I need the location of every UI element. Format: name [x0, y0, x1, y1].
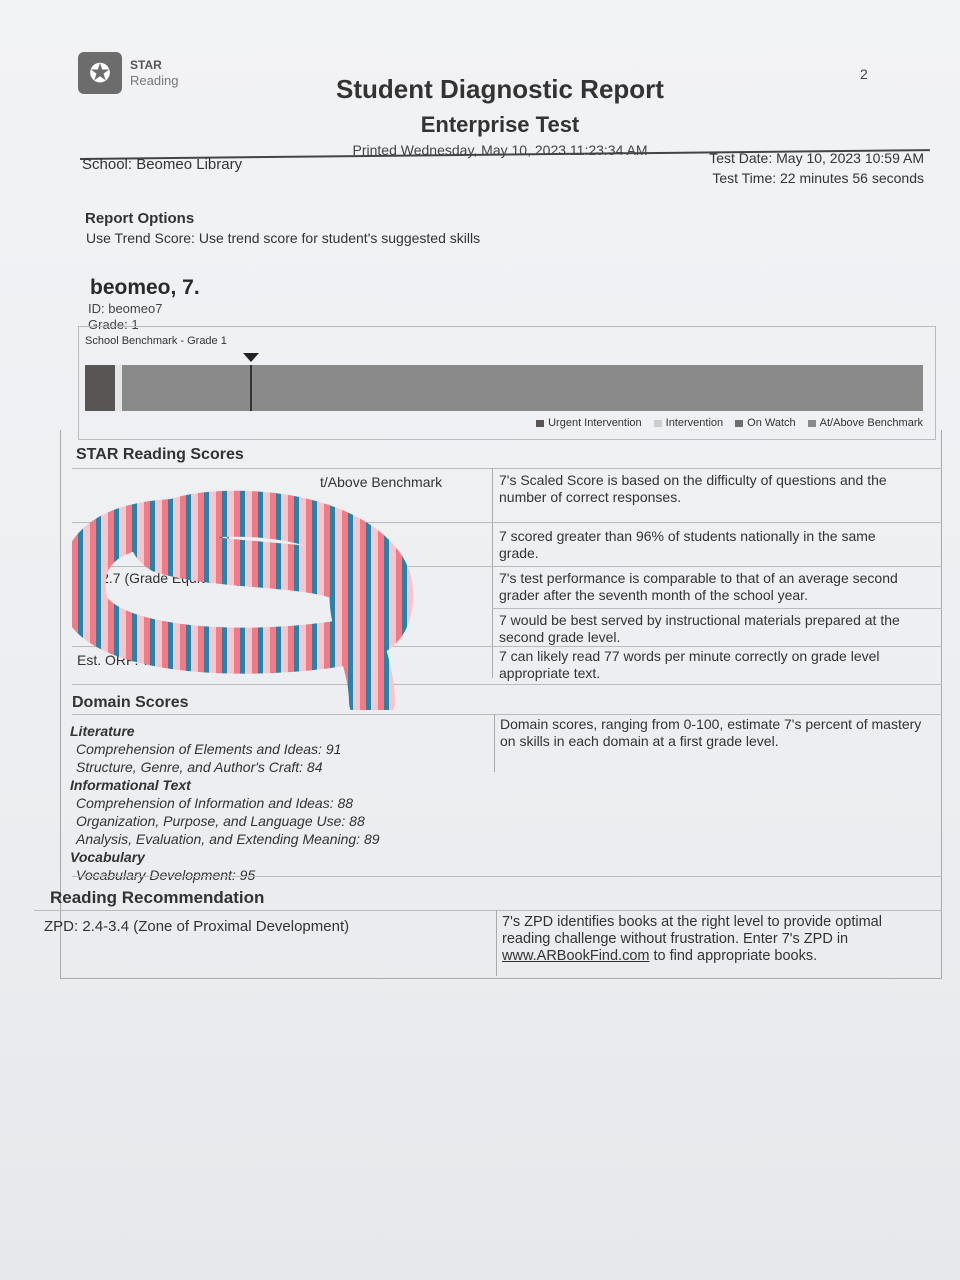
- legend-above: At/Above Benchmark: [808, 417, 923, 429]
- printed-date: Printed Wednesday, May 10, 2023 11:23:34 AM: [352, 142, 648, 158]
- percentile-rank: R: 96 (Percentile Rank): [84, 528, 230, 544]
- score-marker-icon: [243, 353, 259, 362]
- report-subtitle: Enterprise Test: [420, 112, 580, 137]
- domain-item: Analysis, Evaluation, and Extending Meaning: 89: [76, 831, 380, 847]
- report-options-text: Use Trend Score: Use trend score for student's suggested skills: [86, 230, 481, 246]
- benchmark-bar: [85, 365, 923, 411]
- row-divider: [34, 910, 942, 911]
- domain-group-informational: Informational Text: [70, 777, 191, 793]
- domain-item: Comprehension of Elements and Ideas: 91: [76, 741, 342, 757]
- zpd-range: ZPD: 2.4-3.4 (Zone of Proximal Development): [44, 918, 350, 935]
- student-id: ID: beomeo7: [88, 301, 163, 316]
- column-divider: [494, 714, 495, 772]
- grade-equivalent-desc: 7's test performance is comparable to that of an average second grader after the seventh month of the school year.: [499, 570, 898, 603]
- redaction-scribble: [72, 490, 432, 710]
- oral-reading-desc: 7 can likely read 77 words per minute correctly on grade level appropriate text.: [499, 648, 880, 681]
- row-divider: [72, 876, 942, 877]
- instructional-level-desc: 7 would be best served by instructional materials prepared at the second grade level.: [499, 612, 900, 645]
- scaled-score-desc: 7's Scaled Score is based on the difficulty of questions and the number of correct responses.: [499, 472, 887, 505]
- scores-heading: STAR Reading Scores: [76, 446, 244, 463]
- intervention-segment: [115, 365, 122, 411]
- domain-item: Structure, Genre, and Author's Craft: 84: [76, 759, 323, 775]
- grade-equivalent: E: 2.7 (Grade Equivalent): [84, 570, 242, 586]
- student-name: beomeo, 7.: [90, 276, 200, 299]
- row-divider: [72, 714, 942, 715]
- domain-desc: Domain scores, ranging from 0-100, estimate 7's percent of mastery on skills in each domain at a first grade level.: [500, 716, 922, 749]
- oral-reading-fluency: Est. ORF: 77 (Estimated Oral Rea ency): [77, 652, 327, 668]
- legend-intervention: Intervention: [654, 417, 723, 429]
- logo-brand: STAR: [130, 58, 162, 72]
- percentile-desc: 7 scored greater than 96% of students nationally in the same grade.: [499, 528, 876, 561]
- logo-product: Reading: [130, 73, 179, 88]
- legend-urgent: Urgent Intervention: [536, 417, 642, 429]
- score-marker-line: [250, 365, 252, 411]
- star-reading-logo: [78, 52, 178, 94]
- benchmark-panel: [78, 326, 936, 440]
- row-divider: [72, 468, 942, 469]
- recommendation-heading: Reading Recommendation: [50, 888, 265, 907]
- urgent-segment: [85, 365, 115, 411]
- zpd-desc: 7's ZPD identifies books at the right level to provide optimal reading challenge without frustration. Enter 7's ZPD in www.ARBookFind.com to find appropriate books.: [502, 914, 882, 964]
- domain-item: Comprehension of Information and Ideas: 88: [76, 795, 354, 811]
- report-title: Student Diagnostic Report: [336, 74, 664, 104]
- school-name: School: Beomeo Library: [82, 156, 243, 173]
- row-divider: [492, 608, 942, 609]
- test-time: Test Time: 22 minutes 56 seconds: [712, 170, 924, 186]
- domain-group-literature: Literature: [70, 723, 135, 739]
- report-options-heading: Report Options: [85, 210, 195, 227]
- column-divider: [496, 910, 497, 976]
- domain-item: Organization, Purpose, and Language Use: 88: [76, 813, 365, 829]
- domain-heading: Domain Scores: [72, 694, 189, 711]
- domain-list: [70, 722, 380, 884]
- benchmark-label: School Benchmark - Grade 1: [85, 335, 227, 347]
- report-page: [30, 30, 950, 1260]
- arbookfind-link[interactable]: www.ARBookFind.com: [502, 948, 650, 964]
- domain-item: Vocabulary Development: 95: [76, 867, 256, 883]
- legend-on-watch: On Watch: [735, 417, 796, 429]
- compass-icon: ✪: [78, 52, 122, 94]
- benchmark-legend: [536, 417, 923, 429]
- test-info: [709, 148, 924, 188]
- domain-group-vocabulary: Vocabulary: [70, 849, 145, 865]
- scaled-score-label: t/Above Benchmark: [320, 474, 443, 490]
- page-number: 2: [860, 66, 868, 82]
- test-date: Test Date: May 10, 2023 10:59 AM: [709, 150, 924, 166]
- student-grade: Grade: 1: [88, 317, 139, 332]
